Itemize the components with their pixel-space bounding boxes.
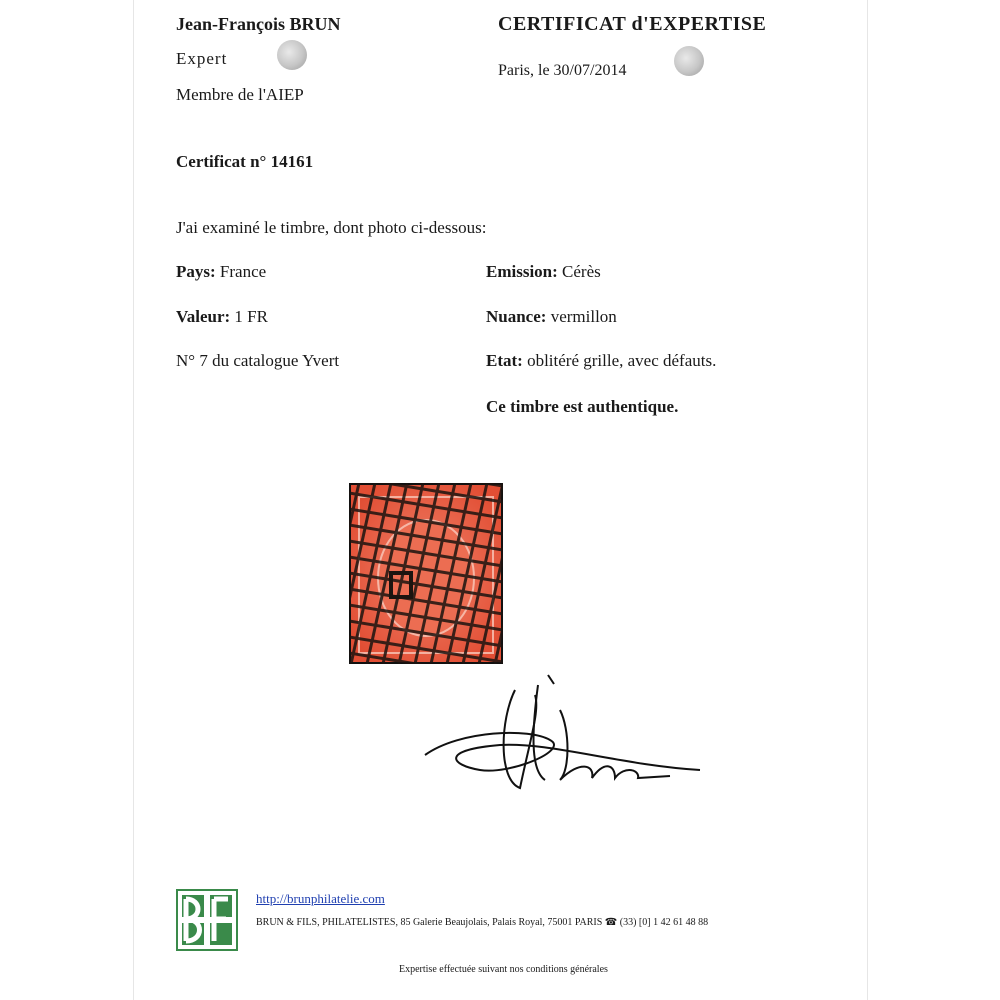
punch-hole-left [277, 40, 307, 70]
valeur-value: 1 FR [234, 307, 268, 326]
certificate-number: Certificat n° 14161 [176, 152, 314, 171]
website-link[interactable]: http://brunphilatelie.com [256, 891, 385, 906]
place-date: Paris, le 30/07/2014 [498, 62, 627, 79]
emission-label: Emission: [486, 262, 558, 281]
pays-label: Pays: [176, 262, 216, 281]
pays-value: France [219, 262, 267, 281]
punch-hole-right [674, 46, 704, 76]
footer-address: BRUN & FILS, PHILATELISTES, 85 Galerie Beaujolais, Palais Royal, 75001 PARIS ☎ (33) [0] 1 42 61 48 88 [256, 917, 709, 928]
expert-membership: Membre de l'AIEP [176, 85, 304, 104]
etat-value: oblitéré grille, avec défauts. [527, 351, 717, 370]
stamp-image [349, 483, 503, 664]
nuance-value: vermillon [550, 307, 617, 326]
expert-title: Expert [176, 49, 228, 68]
intro-text: J'ai examiné le timbre, dont photo ci-dessous: [176, 218, 487, 237]
certificate-heading: CERTIFICAT d'EXPERTISE [498, 13, 767, 35]
nuance-label: Nuance: [486, 307, 547, 326]
catalogue-reference: N° 7 du catalogue Yvert [176, 351, 340, 370]
expert-name: Jean-François BRUN [176, 14, 341, 34]
field-pays [176, 262, 266, 282]
expert-signature [420, 670, 710, 800]
stamp-photo [349, 483, 503, 664]
field-valeur [176, 307, 268, 327]
authenticity-verdict: Ce timbre est authentique. [486, 397, 679, 416]
field-nuance [486, 307, 617, 327]
etat-label: Etat: [486, 351, 523, 370]
field-etat [486, 351, 716, 371]
valeur-label: Valeur: [176, 307, 231, 326]
emission-value: Cérès [562, 262, 601, 281]
bf-logo [176, 889, 238, 951]
field-emission [486, 262, 601, 282]
footer-conditions: Expertise effectuée suivant nos conditions générales [399, 964, 608, 975]
